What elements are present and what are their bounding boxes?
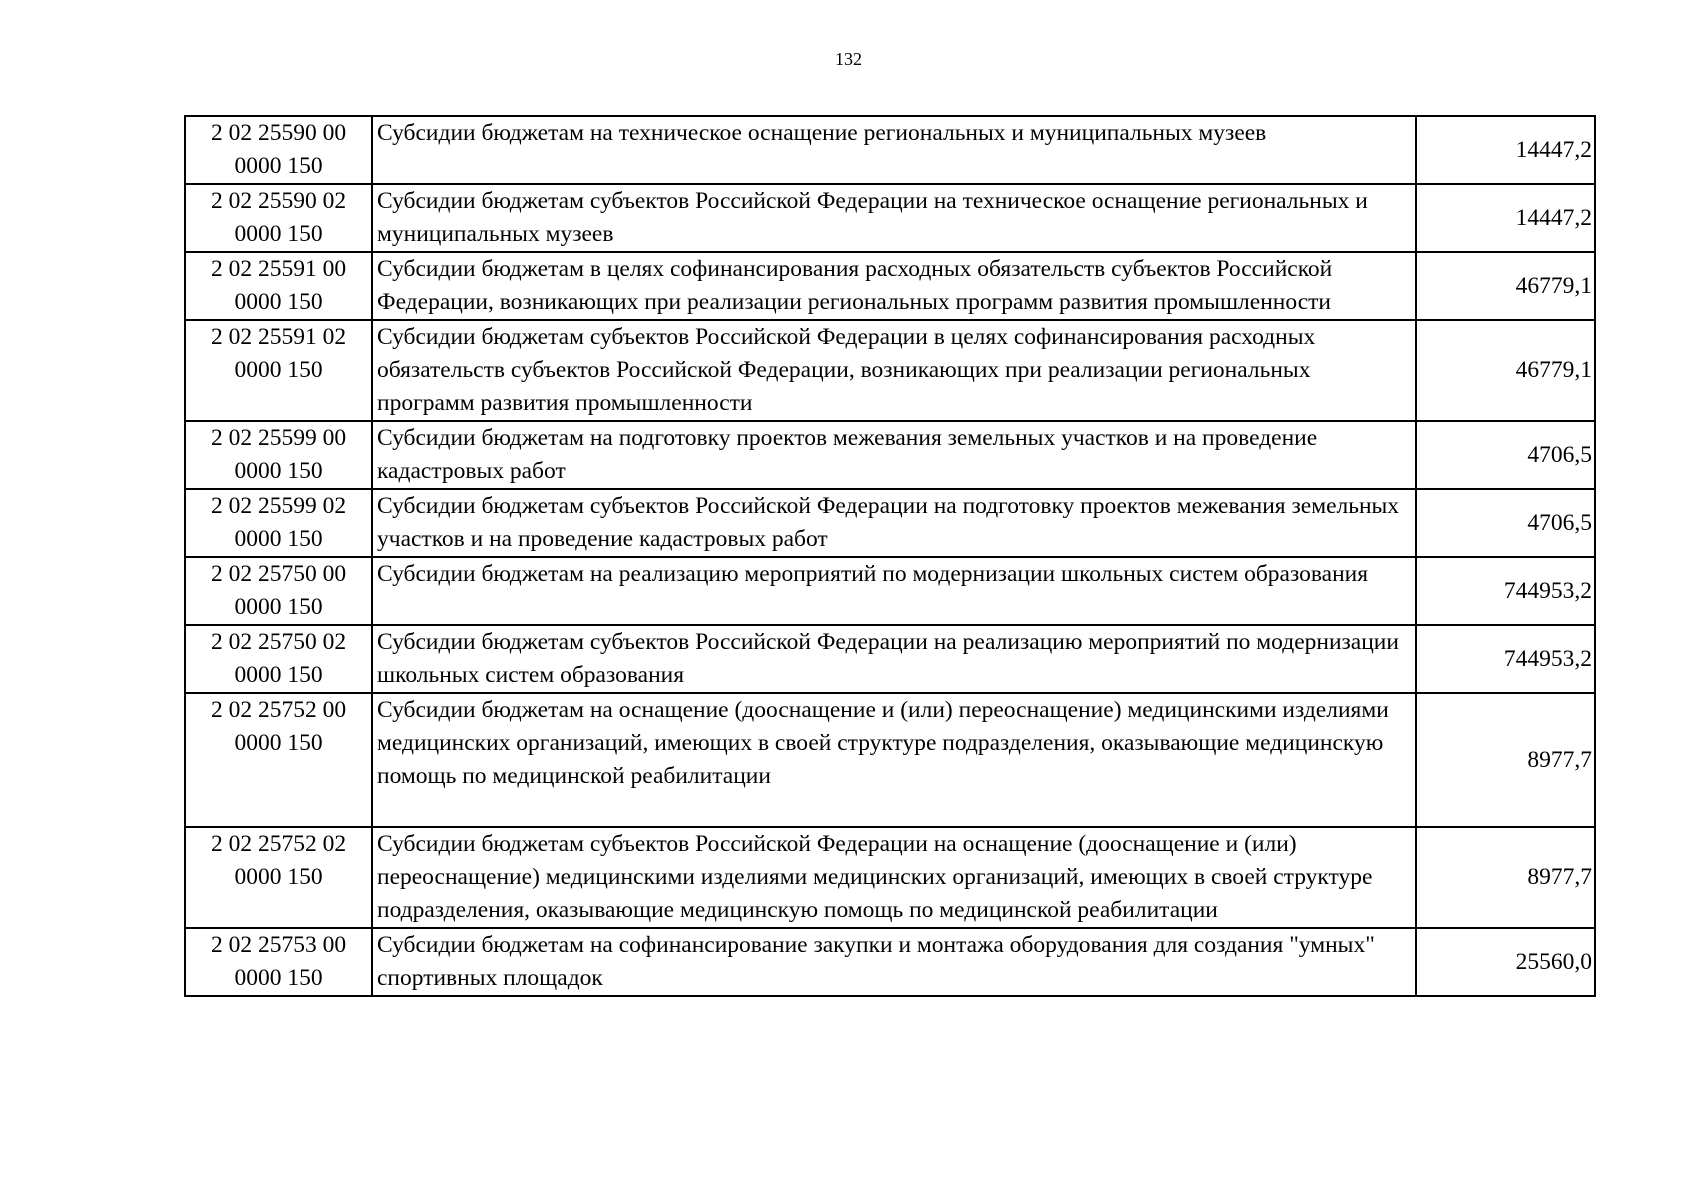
row-amount: 14447,2 [1416, 116, 1595, 184]
row-description: Субсидии бюджетам субъектов Российской Федерации на реализацию мероприятий по модернизации школьных систем образования [372, 625, 1416, 693]
row-description: Субсидии бюджетам в целях софинансирования расходных обязательств субъектов Российской Федерации, возникающих при реализации региональных программ развития промышленности [372, 252, 1416, 320]
table-row [185, 625, 1595, 693]
row-amount: 46779,1 [1416, 320, 1595, 421]
row-amount: 25560,0 [1416, 928, 1595, 996]
page-number: 132 [835, 49, 862, 69]
row-code: 2 02 25752 00 0000 150 [185, 693, 372, 827]
table-row [185, 489, 1595, 557]
row-code: 2 02 25591 02 0000 150 [185, 320, 372, 421]
row-amount: 744953,2 [1416, 625, 1595, 693]
row-amount: 46779,1 [1416, 252, 1595, 320]
table-row [185, 252, 1595, 320]
row-description: Субсидии бюджетам на техническое оснащение региональных и муниципальных музеев [372, 116, 1416, 184]
row-amount: 4706,5 [1416, 489, 1595, 557]
row-amount: 14447,2 [1416, 184, 1595, 252]
row-description: Субсидии бюджетам субъектов Российской Федерации на техническое оснащение региональных и муниципальных музеев [372, 184, 1416, 252]
row-amount: 8977,7 [1416, 693, 1595, 827]
table-row [185, 320, 1595, 421]
row-code: 2 02 25753 00 0000 150 [185, 928, 372, 996]
row-code: 2 02 25590 00 0000 150 [185, 116, 372, 184]
table-row [185, 827, 1595, 928]
row-code: 2 02 25599 00 0000 150 [185, 421, 372, 489]
table-row [185, 184, 1595, 252]
row-description: Субсидии бюджетам субъектов Российской Федерации на подготовку проектов межевания земельных участков и на проведение кадастровых работ [372, 489, 1416, 557]
table-row [185, 928, 1595, 996]
budget-table [184, 115, 1596, 997]
row-code: 2 02 25590 02 0000 150 [185, 184, 372, 252]
row-amount: 4706,5 [1416, 421, 1595, 489]
row-amount: 744953,2 [1416, 557, 1595, 625]
table-row [185, 557, 1595, 625]
row-code: 2 02 25750 02 0000 150 [185, 625, 372, 693]
table-row [185, 421, 1595, 489]
row-description: Субсидии бюджетам на реализацию мероприятий по модернизации школьных систем образования [372, 557, 1416, 625]
row-description: Субсидии бюджетам субъектов Российской Федерации на оснащение (дооснащение и (или) переоснащение) медицинскими изделиями медицинских организаций, имеющих в своей структуре подразделения, оказывающие медицинскую помощь по медицинской реабилитации [372, 827, 1416, 928]
row-code: 2 02 25591 00 0000 150 [185, 252, 372, 320]
row-code: 2 02 25750 00 0000 150 [185, 557, 372, 625]
row-description: Субсидии бюджетам на оснащение (дооснащение и (или) переоснащение) медицинскими изделиями медицинских организаций, имеющих в своей структуре подразделения, оказывающие медицинскую помощь по медицинской реабилитации [372, 693, 1416, 827]
row-description: Субсидии бюджетам на подготовку проектов межевания земельных участков и на проведение кадастровых работ [372, 421, 1416, 489]
table-row [185, 116, 1595, 184]
table-row [185, 693, 1595, 827]
row-amount: 8977,7 [1416, 827, 1595, 928]
row-description: Субсидии бюджетам на софинансирование закупки и монтажа оборудования для создания "умных" спортивных площадок [372, 928, 1416, 996]
row-description: Субсидии бюджетам субъектов Российской Федерации в целях софинансирования расходных обязательств субъектов Российской Федерации, возникающих при реализации региональных программ развития промышленности [372, 320, 1416, 421]
row-code: 2 02 25599 02 0000 150 [185, 489, 372, 557]
row-code: 2 02 25752 02 0000 150 [185, 827, 372, 928]
